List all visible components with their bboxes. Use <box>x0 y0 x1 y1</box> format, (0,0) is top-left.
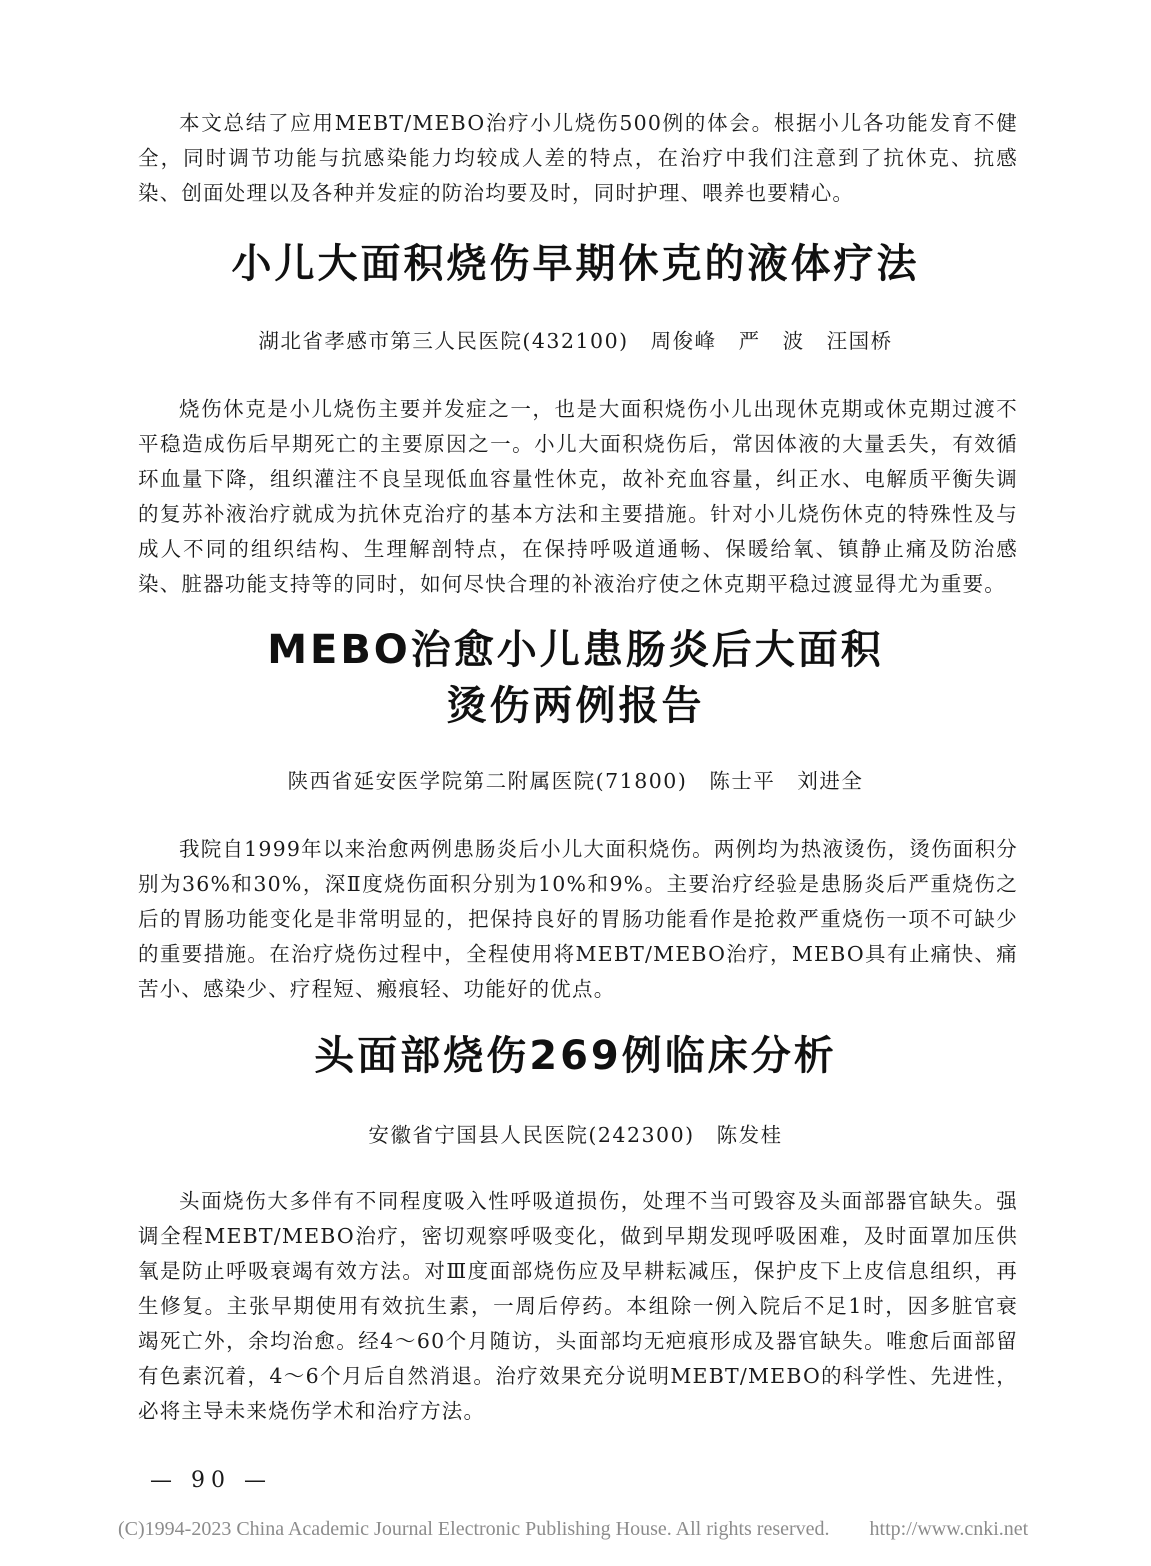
article-3-title: 头面部烧伤269例临床分析 <box>314 1033 837 1079</box>
article-1-title: 小儿大面积烧伤早期休克的液体疗法 <box>231 241 920 287</box>
article-2-body: 我院自1999年以来治愈两例患肠炎后小儿大面积烧伤。两例均为热液烫伤，烫伤面积分别为36%和30%，深Ⅱ度烧伤面积分别为10%和9%。主要治疗经验是患肠炎后严重烧伤之后的胃肠功能变化是非常明显的，把保持良好的胃肠功能看作是抢救严重烧伤一项不可缺少的重要措施。在治疗烧伤过程中，全程使用将MEBT/MEBO治疗，MEBO具有止痛快、痛苦小、感染少、疗程短、瘢痕轻、功能好的优点。 <box>138 837 1018 1001</box>
article-1-authors: 湖北省孝感市第三人民医院(432100) 周俊峰 严 波 汪国桥 <box>258 329 893 353</box>
article-3-body: 头面烧伤大多伴有不同程度吸入性呼吸道损伤，处理不当可毁容及头面部器官缺失。强调全程MEBT/MEBO治疗，密切观察呼吸变化，做到早期发现呼吸困难，及时面罩加压供氧是防止呼吸衰竭有效方法。对Ⅲ度面部烧伤应及早耕耘减压，保护皮下上皮信息组织，再生修复。主张早期使用有效抗生素，一周后停药。本组除一例入院后不足1时，因多脏官衰竭死亡外，余均治愈。经4～60个月随访，头面部均无疤痕形成及器官缺失。唯愈后面部留有色素沉着，4～6个月后自然消退。治疗效果充分说明MEBT/MEBO的科学性、先进性，必将主导未来烧伤学术和治疗方法。 <box>138 1189 1018 1423</box>
article-2-title-line-1: MEBO治愈小儿患肠炎后大面积 <box>267 627 884 673</box>
intro-paragraph: 本文总结了应用MEBT/MEBO治疗小儿烧伤500例的体会。根据小儿各功能发育不健全，同时调节功能与抗感染能力均较成人差的特点，在治疗中我们注意到了抗休克、抗感染、创面处理以及各种并发症的防治均要及时，同时护理、喂养也要精心。 <box>138 111 1018 205</box>
copyright-footer: (C)1994-2023 China Academic Journal Electronic Publishing House. All rights reserved. http://www.cnki.net <box>118 1518 1029 1540</box>
article-2-authors: 陕西省延安医学院第二附属医院(71800) 陈士平 刘进全 <box>287 769 864 793</box>
article-1-body: 烧伤休克是小儿烧伤主要并发症之一，也是大面积烧伤小儿出现休克期或休克期过渡不平稳造成伤后早期死亡的主要原因之一。小儿大面积烧伤后，常因体液的大量丢失，有效循环血量下降，组织灌注不良呈现低血容量性休克，故补充血容量，纠正水、电解质平衡失调的复苏补液治疗就成为抗休克治疗的基本方法和主要措施。针对小儿烧伤休克的特殊性及与成人不同的组织结构、生理解剖特点，在保持呼吸道通畅、保暖给氧、镇静止痛及防治感染、脏器功能支持等的同时，如何尽快合理的补液治疗使之休克期平稳过渡显得尤为重要。 <box>138 397 1018 596</box>
page-number: — 90 — <box>150 1468 272 1493</box>
article-3-authors: 安徽省宁国县人民医院(242300) 陈发桂 <box>368 1123 783 1147</box>
article-2-title-line-2: 烫伤两例报告 <box>446 683 705 729</box>
